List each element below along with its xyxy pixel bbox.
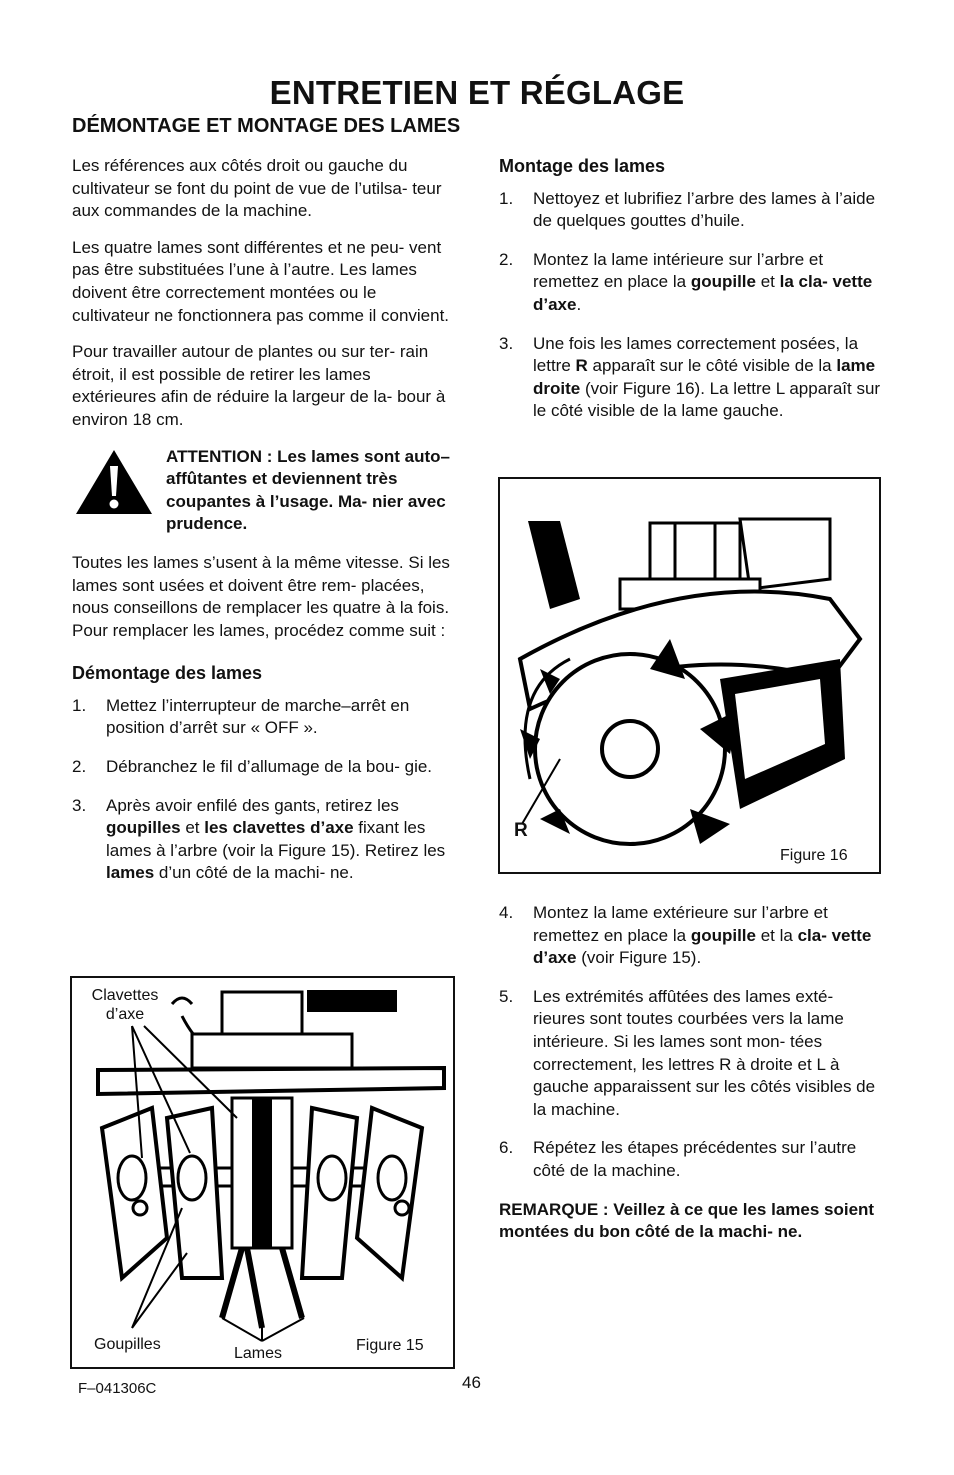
list-text <box>533 250 872 314</box>
list-item <box>499 188 885 233</box>
list-item <box>499 1137 885 1182</box>
tiller-blades-illustration <box>72 978 453 1367</box>
figure-16 <box>498 477 881 874</box>
section-title: DÉMONTAGE ET MONTAGE DES LAMES <box>72 115 461 137</box>
list-text: Les extrémités affûtées des lames exté- rieures sont toutes courbées vers la lame intérieure. Si les lames sont mon- tées correctement, les lettres R à droite et L à gauche apparaissent sur les côtés visibles de la machine. <box>533 986 876 1119</box>
warning-block <box>72 446 458 536</box>
list-text <box>533 334 880 421</box>
right-column <box>499 155 885 439</box>
list-item <box>499 249 885 317</box>
label-r: R <box>514 820 528 841</box>
list-number: 1. <box>499 188 514 208</box>
list-number: 3. <box>499 333 514 353</box>
text-run: Montez la lame intérieure sur l’arbre et remettez en place la <box>533 249 824 292</box>
label-goupilles: Goupilles <box>94 1336 161 1353</box>
list-item <box>499 986 885 1122</box>
paragraph-reference-sides: Les références aux côtés droit ou gauche du cultivateur se font du point de vue de l’utilsa- teur aux commandes de la machine. <box>72 156 442 221</box>
list-number: 1. <box>72 695 87 715</box>
text-run: Après avoir enfilé des gants, retirez les <box>106 795 399 815</box>
right-column-continued <box>499 902 885 1258</box>
text-run: . <box>576 294 582 314</box>
list-number: 2. <box>499 249 514 269</box>
list-item <box>72 756 458 779</box>
heading-removal: Démontage des lames <box>72 663 263 684</box>
list-text: Mettez l’interrupteur de marche–arrêt en position d’arrêt sur « OFF ». <box>106 695 410 738</box>
text-bold: les clavettes d’axe <box>204 818 354 838</box>
heading-mounting: Montage des lames <box>499 156 666 176</box>
text-run: Une fois les lames correctement posées, la lettre <box>533 333 859 376</box>
figure-15 <box>70 976 455 1369</box>
list-item <box>72 795 458 885</box>
list-item <box>499 333 885 423</box>
list-text <box>533 903 871 967</box>
text-run: fixant les lames à l’arbre (voir la Figure 15). Retirez les <box>106 818 446 860</box>
text-run: et <box>180 818 205 838</box>
list-number: 4. <box>499 903 514 922</box>
label-clavettes: Clavettes d’axe <box>80 986 170 1024</box>
figure-16-caption: Figure 16 <box>780 847 848 864</box>
list-text: Nettoyez et lubrifiez l’arbre des lames à l’aide de quelques gouttes d’huile. <box>533 188 876 231</box>
list-text: Répétez les étapes précédentes sur l’autre côté de la machine. <box>533 1138 857 1180</box>
text-run: et <box>755 272 780 292</box>
page-number: 46 <box>462 1373 481 1392</box>
list-number: 6. <box>499 1138 514 1158</box>
paragraph-four-blades: Les quatre lames sont différentes et ne peu- vent pas être substituées l’une à l’autre. Les lames doivent être correctement montées ou le cultivateur ne fonctionnera pas comme il convient. <box>72 237 450 325</box>
text-run: d’un côté de la machi- ne. <box>154 863 354 883</box>
list-text <box>106 796 445 883</box>
list-item <box>499 902 885 970</box>
warning-triangle-icon <box>74 448 154 518</box>
text-run: (voir Figure 16). La lettre L apparaît sur le côté visible de la lame gauche. <box>533 378 881 421</box>
text-run: et la <box>755 925 798 945</box>
text-bold: lame droite <box>533 356 876 398</box>
note-text: REMARQUE : Veillez à ce que les lames soient montées du bon côté de la machi- ne. <box>499 1199 875 1242</box>
text-run: Montez la lame extérieure sur l’arbre et remettez en place la <box>533 903 828 945</box>
right-blade-illustration <box>500 479 879 872</box>
text-bold: la cla- vette d’axe <box>533 272 873 314</box>
label-lames: Lames <box>234 1345 283 1362</box>
paragraph-narrow-terrain: Pour travailler autour de plantes ou sur ter- rain étroit, il est possible de retirer les lames extérieures afin de réduire la largeur de la- bour à environ 18 cm. <box>72 342 446 429</box>
text-bold: lames <box>106 863 155 883</box>
list-number: 5. <box>499 986 514 1006</box>
left-column <box>72 155 458 901</box>
list-item <box>72 695 458 740</box>
text-run: apparaît sur le côté visible de la <box>587 356 837 376</box>
list-number: 3. <box>72 795 87 815</box>
page-title: ENTRETIEN ET RÉGLAGE <box>269 74 685 111</box>
document-code: F–041306C <box>78 1380 157 1397</box>
text-bold: R <box>575 356 588 376</box>
text-bold: cla- vette d’axe <box>533 925 872 968</box>
figure-15-caption: Figure 15 <box>356 1337 424 1354</box>
text-run: (voir Figure 15). <box>576 948 702 968</box>
text-bold: goupille <box>690 272 756 292</box>
text-bold: goupille <box>690 925 756 945</box>
warning-text: ATTENTION : Les lames sont auto–affûtantes et deviennent très coupantes à l’usage. Ma- nier avec prudence. <box>166 446 451 534</box>
paragraph-blade-wear: Toutes les lames s’usent à la même vitesse. Si les lames sont usées et doivent être rem- placées, nous conseillons de remplacer les quatre à la fois. Pour remplacer les lames, procédez comme suit : <box>72 552 450 640</box>
text-bold: goupilles <box>106 818 181 838</box>
list-text: Débranchez le fil d’allumage de la bou- gie. <box>106 757 433 777</box>
list-number: 2. <box>72 757 87 777</box>
